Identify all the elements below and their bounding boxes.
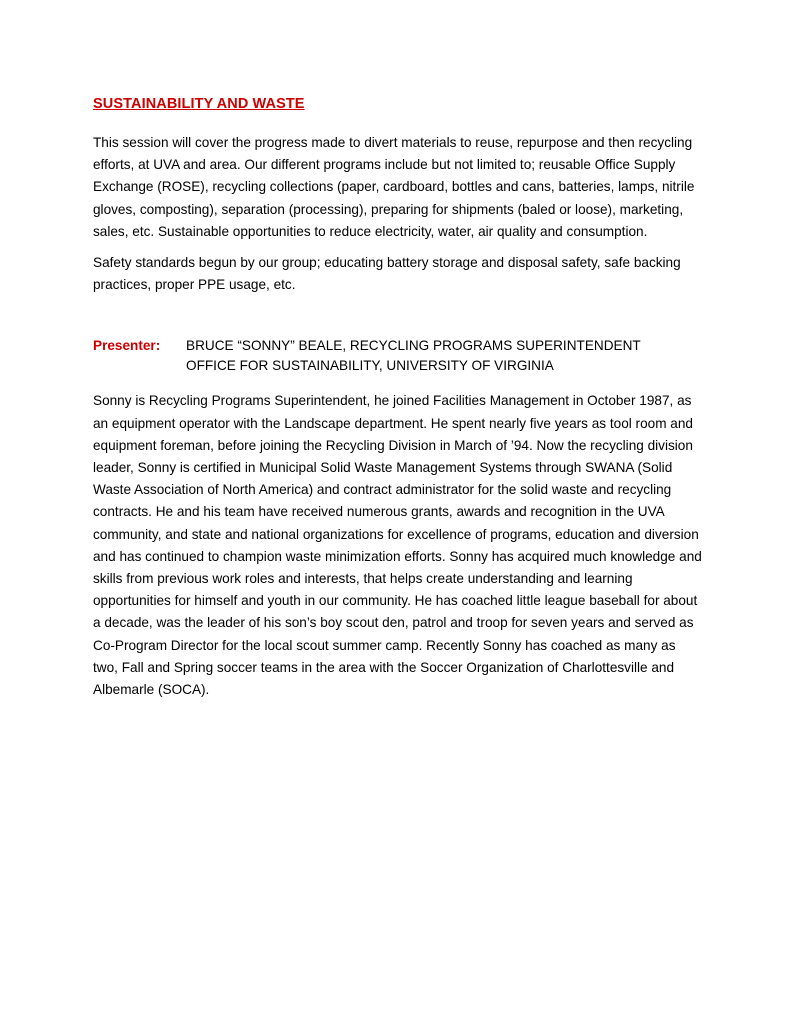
presenter-name: BRUCE “SONNY” BEALE, RECYCLING PROGRAMS SUPERINTENDENT <box>186 338 641 354</box>
bio-paragraph: Sonny is Recycling Programs Superintendent, he joined Facilities Management in October 1987, as an equipment operator with the Landscape department. He spent nearly five years as tool room and equipment foreman, before joining the Recycling Division in March of ’94. Now the recycling division leader, Sonny is certified in Municipal Solid Waste Management Systems through SWANA (Solid Waste Association of North America) and contract administrator for the solid waste and recycling contracts. He and his team have received numerous grants, awards and recognition in the UVA community, and state and national organizations for excellence of programs, education and diversion and has continued to champion waste minimization efforts. Sonny has acquired much knowledge and skills from previous work roles and interests, that helps create understanding and learning opportunities for himself and youth in our community. He has coached little league baseball for about a decade, was the leader of his son’s boy scout den, patrol and troop for seven years and served as Co-Program Director for the local scout summer camp. Recently Sonny has coached as many as two, Fall and Spring soccer teams in the area with the Soccer Organization of Charlottesville and Albemarle (SOCA). <box>93 393 702 698</box>
intro-paragraph: This session will cover the progress made to divert materials to reuse, repurpose and then recycling efforts, at UVA and area. Our different programs include but not limited to; reusable Office Supply Exchange (ROSE), recycling collections (paper, cardboard, bottles and cans, batteries, lamps, nitrile gloves, composting), separation (processing), preparing for shipments (baled or loose), marketing, sales, etc. Sustainable opportunities to reduce electricity, water, air quality and consumption. <box>93 135 695 239</box>
presenter-label: Presenter: <box>93 338 161 354</box>
safety-paragraph: Safety standards begun by our group; educating battery storage and disposal safety, safe backing practices, proper PPE usage, etc. <box>93 255 681 293</box>
presenter-block <box>93 336 703 376</box>
document-body <box>93 94 703 710</box>
document-title: SUSTAINABILITY AND WASTE <box>93 96 305 112</box>
presenter-affiliation: OFFICE FOR SUSTAINABILITY, UNIVERSITY OF VIRGINIA <box>186 358 554 374</box>
presenter-details <box>186 336 703 376</box>
